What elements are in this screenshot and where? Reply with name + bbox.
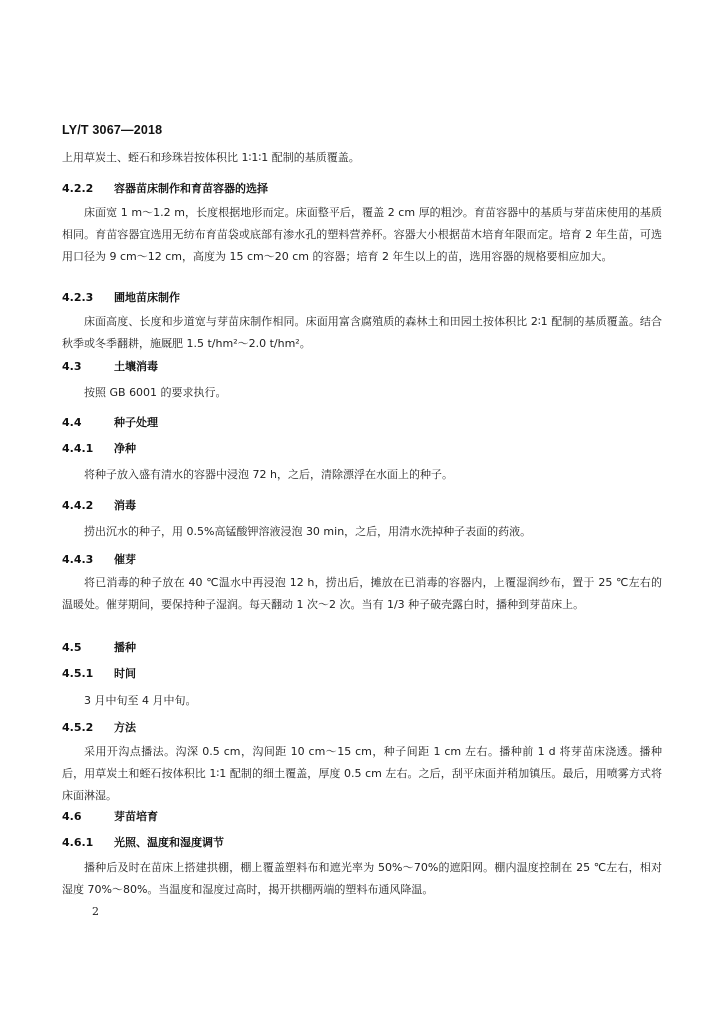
section-title: 净种	[114, 442, 136, 455]
section-heading-4-2-3	[62, 288, 180, 308]
section-title: 圃地苗床制作	[114, 291, 180, 304]
section-number: 4.5	[62, 641, 82, 654]
section-heading-4-4-1	[62, 439, 136, 459]
section-title: 时间	[114, 667, 136, 680]
section-number: 4.6.1	[62, 836, 94, 849]
section-number: 4.4	[62, 416, 82, 429]
paragraph: 床面高度、长度和步道宽与芽苗床制作相同。床面用富含腐殖质的森林土和田园土按体积比 2∶1 配制的基质覆盖。结合秋季或冬季翻耕，施厩肥 1.5 t/hm²～2.0 t/hm²。	[62, 315, 662, 350]
section-heading-4-2-2	[62, 179, 268, 199]
section-title: 种子处理	[114, 416, 158, 429]
section-heading-4-6	[62, 807, 158, 827]
section-number: 4.6	[62, 810, 82, 823]
section-title: 消毒	[114, 499, 136, 512]
page-number: 2	[92, 905, 99, 918]
paragraph: 按照 GB 6001 的要求执行。	[84, 386, 227, 399]
section-heading-4-3	[62, 357, 158, 377]
section-heading-4-4	[62, 413, 158, 433]
section-title: 催芽	[114, 553, 136, 566]
section-heading-4-4-2	[62, 496, 136, 516]
section-title: 播种	[114, 641, 136, 654]
section-number: 4.4.3	[62, 553, 94, 566]
section-title: 方法	[114, 721, 136, 734]
section-title: 芽苗培育	[114, 810, 158, 823]
section-title: 容器苗床制作和育苗容器的选择	[114, 182, 268, 195]
paragraph: 采用开沟点播法。沟深 0.5 cm，沟间距 10 cm～15 cm，种子间距 1 cm 左右。播种前 1 d 将芽苗床浇透。播种后，用草炭土和蛭石按体积比 1∶1 配制的细土覆盖，厚度 0.5 cm 左右。之后，刮平床面并稍加镇压。最后，用喷雾方式将床面淋湿。	[62, 745, 662, 802]
section-number: 4.5.1	[62, 667, 94, 680]
paragraph: 上用草炭土、蛭石和珍珠岩按体积比 1∶1∶1 配制的基质覆盖。	[62, 151, 360, 164]
paragraph: 3 月中旬至 4 月中旬。	[84, 694, 197, 707]
section-number: 4.3	[62, 360, 82, 373]
section-number: 4.4.1	[62, 442, 94, 455]
section-heading-4-5-1	[62, 664, 136, 684]
paragraph: 床面宽 1 m～1.2 m，长度根据地形而定。床面整平后，覆盖 2 cm 厚的粗沙。育苗容器中的基质与芽苗床使用的基质相同。育苗容器宜选用无纺布育苗袋或底部有渗水孔的塑料营养杯。容器大小根据苗木培育年限而定。培育 2 年生苗，可选用口径为 9 cm～12 cm，高度为 15 cm～20 cm 的容器；培育 2 年生以上的苗，选用容器的规格要相应加大。	[62, 206, 662, 263]
paragraph: 将种子放入盛有清水的容器中浸泡 72 h，之后，清除漂浮在水面上的种子。	[84, 468, 453, 481]
document-standard-number: LY/T 3067—2018	[62, 123, 163, 137]
section-number: 4.2.3	[62, 291, 94, 304]
section-number: 4.4.2	[62, 499, 94, 512]
paragraph: 播种后及时在苗床上搭建拱棚，棚上覆盖塑料布和遮光率为 50%～70%的遮阳网。棚内温度控制在 25 ℃左右，相对湿度 70%～80%。当温度和湿度过高时，揭开拱棚两端的塑料布通风降温。	[62, 861, 662, 896]
section-title: 土壤消毒	[114, 360, 158, 373]
paragraph: 将已消毒的种子放在 40 ℃温水中再浸泡 12 h，捞出后，摊放在已消毒的容器内，上覆湿润纱布，置于 25 ℃左右的温暖处。催芽期间，要保持种子湿润。每天翻动 1 次～2 次。当有 1/3 种子破壳露白时，播种到芽苗床上。	[62, 576, 662, 611]
section-number: 4.2.2	[62, 182, 94, 195]
paragraph: 捞出沉水的种子，用 0.5%高锰酸钾溶液浸泡 30 min，之后，用清水洗掉种子表面的药液。	[84, 525, 532, 538]
section-title: 光照、温度和湿度调节	[114, 836, 224, 849]
section-heading-4-6-1	[62, 833, 224, 853]
section-heading-4-5-2	[62, 718, 136, 738]
section-heading-4-5	[62, 638, 136, 658]
section-number: 4.5.2	[62, 721, 94, 734]
section-heading-4-4-3	[62, 550, 136, 570]
